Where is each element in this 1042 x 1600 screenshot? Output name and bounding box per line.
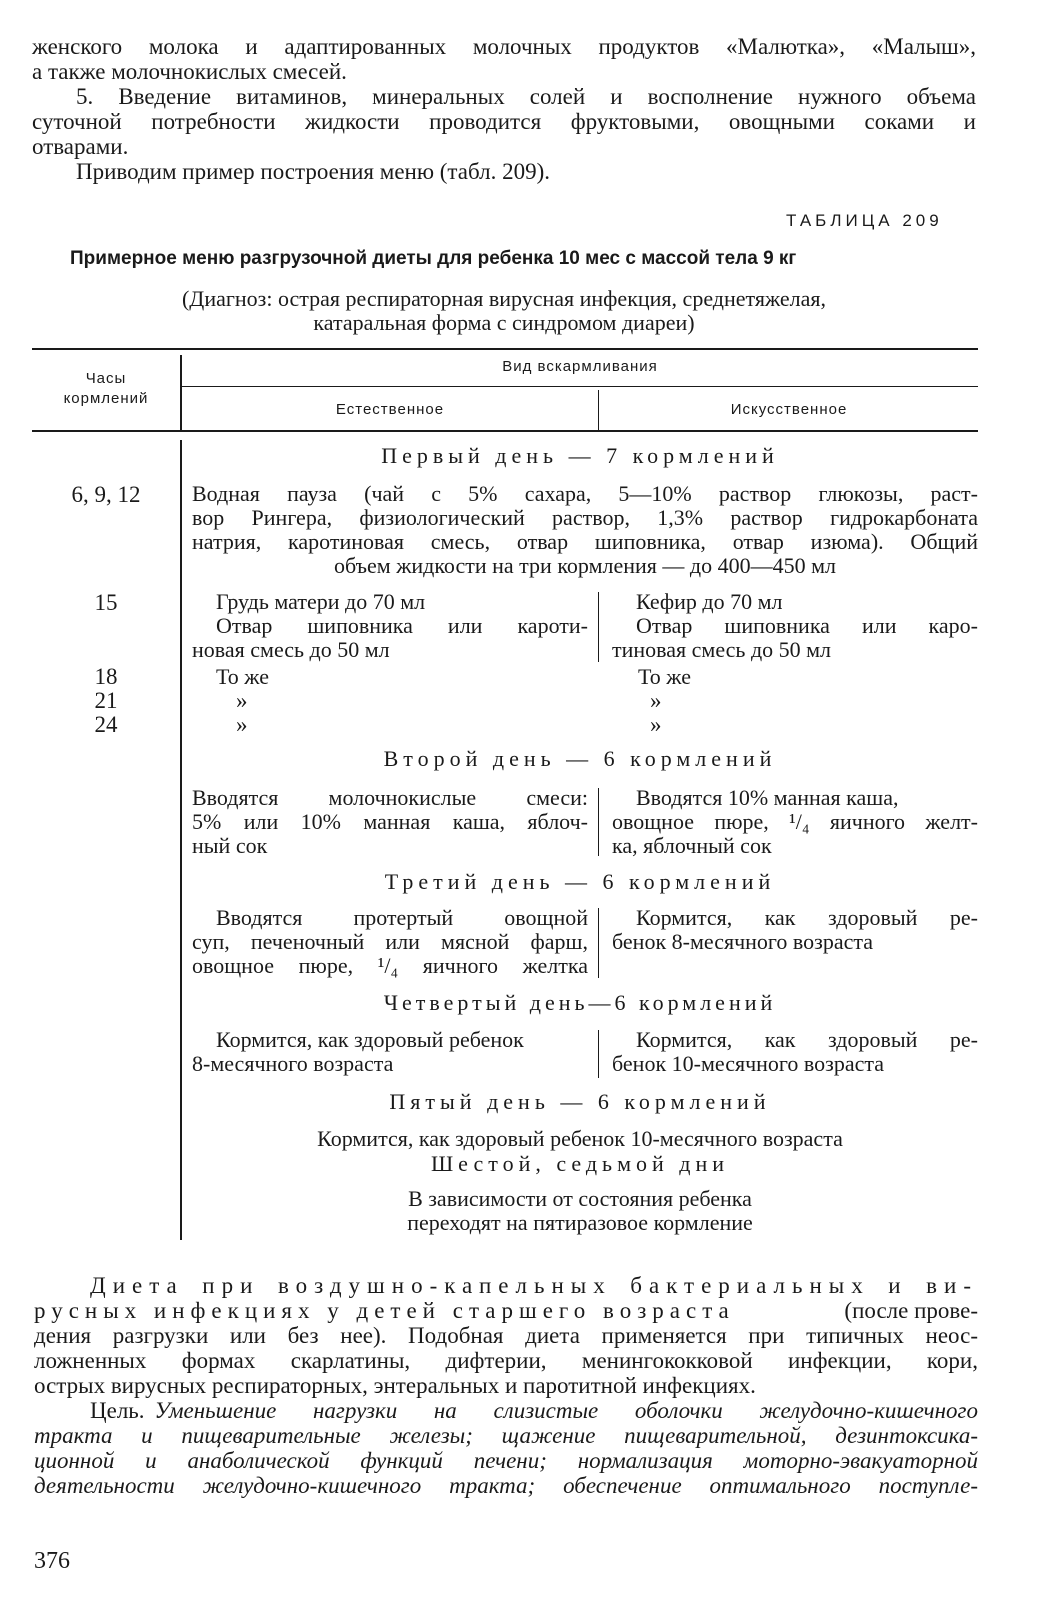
day-2-natural-line-2: 5% или 10% манная каша, яблоч- <box>192 809 588 834</box>
header-divider-types <box>598 390 599 430</box>
day-4-title: Четвертый день—6 кормлений <box>383 990 777 1015</box>
table-top-rule <box>32 348 978 350</box>
day-1-15-artificial <box>612 590 978 662</box>
day-3-natural-line-1: Вводятся протертый овощной <box>216 905 588 930</box>
hours-15: 15 <box>94 590 118 615</box>
header-artificial: Искусственное <box>730 401 848 418</box>
day-3-natural-line-3: овощное пюре, ¹/₄ яичного желтка <box>192 953 588 978</box>
day-5-text: Кормится, как здоровый ребенок 10-месячного возраста <box>317 1126 843 1151</box>
point-5-line-2: суточной потребности жидкости проводится фруктовыми, овощными соками и <box>32 109 976 134</box>
day-1-18-natural: То же <box>216 664 269 689</box>
day-2-natural-line-3: ный сок <box>192 833 268 858</box>
day-1-21-artificial: » <box>650 688 662 713</box>
goal-line-4: деятельности желудочно-кишечного тракта; обеспечение оптимального поступле- <box>34 1473 978 1498</box>
day-4-divider <box>598 1030 599 1078</box>
header-feeding-type: Вид вскармливания <box>502 358 658 375</box>
goal-line-3: ционной и анаболической функций печени; нормализация моторно-эвакуаторной <box>34 1448 978 1473</box>
day-1-15-natural-line-3: новая смесь до 50 мл <box>192 637 390 662</box>
day-4-artificial <box>612 1028 978 1076</box>
day-3-title: Третий день — 6 кормлений <box>384 869 776 894</box>
day-6-7-text-line-1: В зависимости от состояния ребенка <box>408 1186 752 1211</box>
day-2-artificial-line-3: ка, яблочный сок <box>612 833 772 858</box>
diet-line-2-rest: (после прове- <box>844 1298 978 1323</box>
diet-line-1: Диета при воздушно-капельных бактериальных и ви- <box>90 1273 978 1298</box>
diet-line-3: дения разгрузки или без нее). Подобная диета применяется при типичных неос- <box>34 1323 978 1348</box>
day-4-artificial-line-1: Кормится, как здоровый ре- <box>636 1027 978 1052</box>
water-pause-line-3: натрия, каротиновая смесь, отвар шиповника, отвар изюма). Общий <box>192 529 978 554</box>
day-3-artificial-line-1: Кормится, как здоровый ре- <box>636 905 978 930</box>
day-3-divider <box>598 908 599 978</box>
day-4-natural-line-1: Кормится, как здоровый ребенок <box>216 1027 524 1052</box>
day-1-15-natural <box>192 590 588 662</box>
day-4-natural-line-2: 8-месячного возраста <box>192 1051 394 1076</box>
day-1-24-artificial: » <box>650 712 662 737</box>
page-number: 376 <box>34 1548 70 1574</box>
water-pause-line-2: вор Рингера, физиологический раствор, 1,3% раствор гидрокарбоната <box>192 505 978 530</box>
goal-line-2: тракта и пищеварительные железы; щажение пищеварительной, дезинтоксика- <box>34 1423 978 1448</box>
hours-21: 21 <box>94 688 118 713</box>
day-2-divider <box>598 788 599 856</box>
day-6-7-title: Шестой, седьмой дни <box>430 1151 730 1176</box>
hours-6-9-12: 6, 9, 12 <box>71 482 141 507</box>
water-pause-line-1: Водная пауза (чай с 5% сахара, 5—10% раствор глюкозы, раст- <box>192 481 978 506</box>
day-1-15-natural-line-1: Грудь матери до 70 мл <box>216 589 426 614</box>
intro-line-2: а также молочнокислых смесей. <box>32 59 347 84</box>
diet-line-5: острых вирусных респираторных, энтеральных и паротитной инфекциях. <box>34 1373 756 1398</box>
day-1-15-natural-line-2: Отвар шиповника или кароти- <box>216 613 588 638</box>
point-5-line-1: 5. Введение витаминов, минеральных солей и восполнение нужного объема <box>76 84 976 109</box>
water-pause-text <box>192 482 978 578</box>
header-bottom-rule <box>32 430 978 432</box>
day-2-title: Второй день — 6 кормлений <box>383 746 777 771</box>
point-5-line-3: отварами. <box>32 134 129 159</box>
header-mid-rule <box>182 386 978 387</box>
day-5-title: Пятый день — 6 кормлений <box>389 1089 771 1114</box>
header-hours-line-1: Часы <box>85 370 127 387</box>
hours-24: 24 <box>94 712 118 737</box>
day-2-artificial-line-1: Вводятся 10% манная каша, <box>636 785 899 810</box>
day-1-15-artificial-line-2: Отвар шиповника или каро- <box>636 613 978 638</box>
table-subtitle-line-1: (Диагноз: острая респираторная вирусная инфекция, среднетяжелая, <box>181 286 826 311</box>
day-4-natural <box>192 1028 588 1076</box>
diet-line-4: ложненных формах скарлатины, дифтерии, менингококковой инфекции, кори, <box>34 1348 978 1373</box>
day-6-7-text-line-2: переходят на пятиразовое кормление <box>407 1210 753 1235</box>
day-3-natural <box>192 906 588 978</box>
table-label: ТАБЛИЦА 209 <box>786 211 943 230</box>
day-1-15-divider <box>598 592 599 662</box>
day-2-artificial-line-2: овощное пюре, ¹/₄ яичного желт- <box>612 809 978 834</box>
day-3-artificial <box>612 906 978 954</box>
day-2-natural-line-1: Вводятся молочнокислые смеси: <box>192 785 588 810</box>
goal-line-1 <box>90 1398 978 1423</box>
day-2-artificial <box>612 786 978 858</box>
day-1-15-artificial-line-3: тиновая смесь до 50 мл <box>612 637 832 662</box>
diet-line-2 <box>34 1298 978 1323</box>
day-3-natural-line-2: суп, печеночный или мясной фарш, <box>192 929 588 954</box>
water-pause-line-4: объем жидкости на три кормления — до 400—450 мл <box>333 553 836 578</box>
day-1-15-artificial-line-1: Кефир до 70 мл <box>636 589 783 614</box>
day-1-title: Первый день — 7 кормлений <box>381 443 779 468</box>
header-natural: Естественное <box>335 401 445 418</box>
day-1-21-natural: » <box>236 688 248 713</box>
column-divider-hours <box>180 440 182 1240</box>
goal-text-line-1: Уменьшение нагрузки на слизистые оболочки желудочно-кишечного <box>154 1398 978 1423</box>
day-1-24-natural: » <box>236 712 248 737</box>
goal-label: Цель. <box>90 1398 145 1423</box>
hours-18: 18 <box>94 664 118 689</box>
day-2-natural <box>192 786 588 858</box>
day-3-artificial-line-2: бенок 8-месячного возраста <box>612 929 873 954</box>
table-title: Примерное меню разгрузочной диеты для ребенка 10 мес с массой тела 9 кг <box>70 248 797 269</box>
menu-reference: Приводим пример построения меню (табл. 209). <box>76 159 550 184</box>
intro-line-1: женского молока и адаптированных молочных продуктов «Малютка», «Малыш», <box>32 34 976 59</box>
header-hours-line-2: кормлений <box>63 390 149 407</box>
day-1-18-artificial: То же <box>638 664 691 689</box>
diet-line-2-spaced: русных инфекциях у детей старшего возраста <box>34 1298 735 1323</box>
day-4-artificial-line-2: бенок 10-месячного возраста <box>612 1051 884 1076</box>
table-subtitle-line-2: катаральная форма с синдромом диареи) <box>313 310 695 335</box>
